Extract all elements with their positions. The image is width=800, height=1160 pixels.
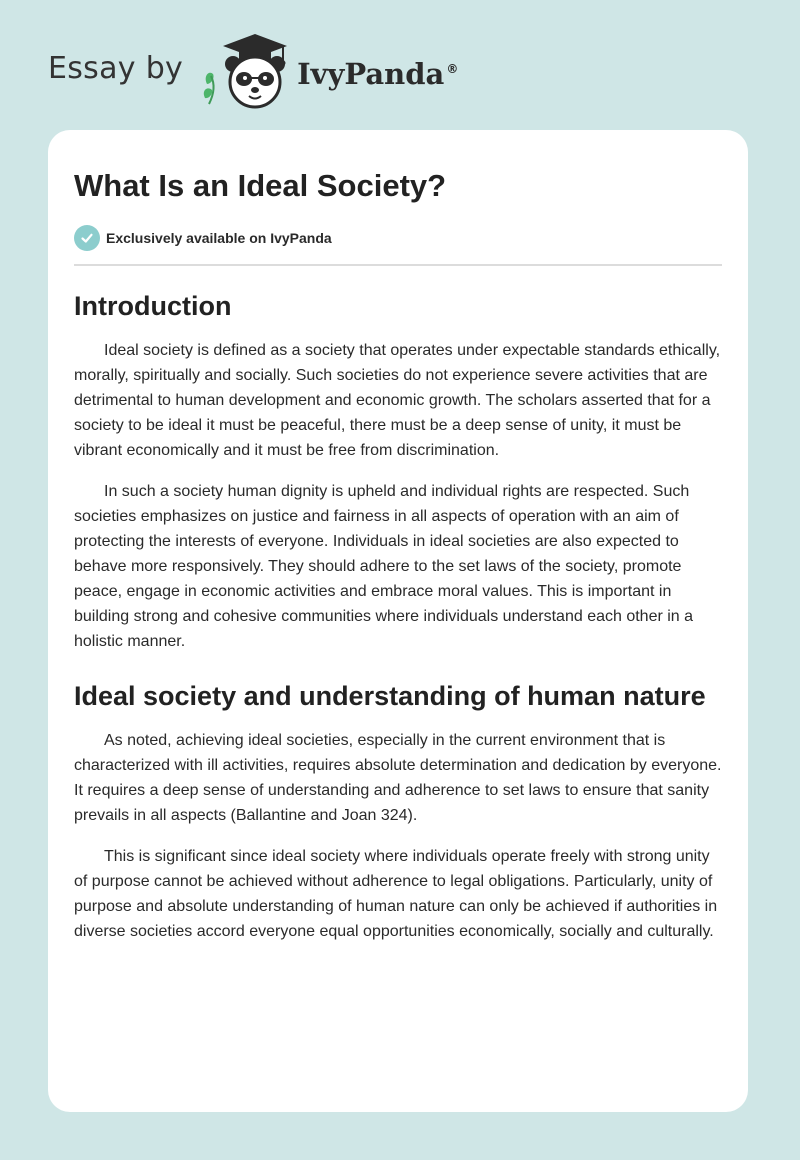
essay-card [48,130,748,1112]
page-title: What Is an Ideal Society? [74,168,447,203]
paragraph: Ideal society is defined as a society that operates under expectable standards ethically, morally, spiritually and socially. Such societies do not experience severe activities that are detrimental to human development and economic growth. The scholars asserted that for a society to be ideal it must be peaceful, there must be a deep sense of unity, it must be vibrant economically and it must be free from discrimination. [74,342,721,459]
paragraph: This is significant since ideal society where individuals operate freely with strong unity of purpose cannot be achieved without adherence to legal obligations. Particularly, unity of purpose and absolute understanding of human nature can only be achieved if authorities in diverse societies accord everyone equal opportunities economically, socially and culturally. [74,848,718,940]
essay-by-label: Essay by [48,50,184,86]
site-header [48,32,458,112]
registered-mark: ® [446,62,459,77]
exclusive-label: Exclusively available on IvyPanda [106,230,332,246]
check-icon [74,225,100,251]
brand-name[interactable]: IvyPanda ® [297,57,459,91]
paragraph: As noted, achieving ideal societies, especially in the current environment that is characterized with ill activities, requires absolute determination and dedication by everyone. It requires a deep sense of understanding and adherence to set laws to ensure that sanity prevails in all aspects (Ballantine and Joan 324). [74,732,722,824]
section-heading: Introduction [74,291,232,321]
section-heading: Ideal society and understanding of human nature [74,681,706,711]
section-introduction [74,286,722,654]
paragraph: In such a society human dignity is upheld and individual rights are respected. Such societies emphasizes on justice and fairness in all aspects of operation with an aim of protecting the interests of everyone. Individuals in ideal societies are also expected to behave more responsively. They should adhere to the set laws of the society, promote peace, engage in economic activities and embrace moral values. This is important in building strong and cohesive communities where individuals understand each other in a holistic manner. [74,483,694,650]
exclusive-badge [74,224,722,252]
section-human-nature [74,676,722,944]
divider [74,264,722,266]
panda-logo-icon[interactable] [197,32,293,112]
